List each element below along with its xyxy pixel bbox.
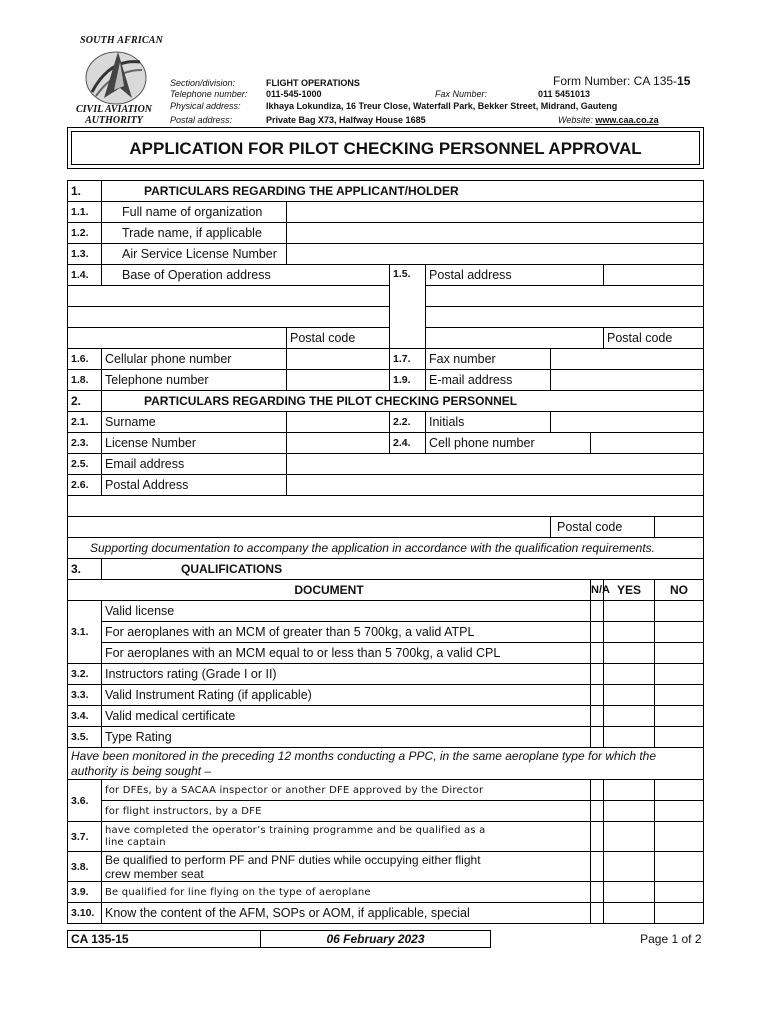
r37-number: 3.7. (68, 822, 102, 852)
r39-yes[interactable] (604, 882, 655, 903)
r14-postal-code-label: Postal code (287, 328, 390, 349)
r38-na[interactable] (591, 852, 604, 882)
postal-address-value: Private Bag X73, Halfway House 1685 (266, 115, 426, 125)
r34-no[interactable] (655, 706, 704, 727)
r25-field[interactable] (287, 454, 704, 475)
r22-number: 2.2. (390, 412, 426, 433)
r19-label: E-mail address (426, 370, 551, 391)
r33-number: 3.3. (68, 685, 102, 706)
s3-number: 3. (68, 559, 102, 580)
r11-label: Full name of organization (102, 202, 287, 223)
r32-no[interactable] (655, 664, 704, 685)
col-document-header: DOCUMENT (68, 580, 591, 601)
section-value: FLIGHT OPERATIONS (266, 78, 360, 88)
r15-label: Postal address (426, 265, 604, 286)
r37-label (102, 822, 591, 852)
r38-line2: crew member seat (105, 866, 204, 881)
r39-label: Be qualified for line flying on the type of aeroplane (102, 882, 591, 903)
r26-postal-code-label: Postal code (551, 517, 655, 538)
r26-address-line[interactable] (68, 496, 704, 517)
website-line (558, 115, 659, 125)
r310-label: Know the content of the AFM, SOPs or AOM, if applicable, special (102, 903, 591, 924)
r12-number: 1.2. (68, 223, 102, 244)
r21-field[interactable] (287, 412, 390, 433)
website-link[interactable]: www.caa.co.za (595, 115, 659, 125)
r23-field[interactable] (287, 433, 390, 454)
monitored-note: Have been monitored in the preceding 12 months conducting a PPC, in the same aeroplane type for which the authority is being sought – (68, 748, 704, 780)
r31a-no[interactable] (655, 601, 704, 622)
postal-address-label: Postal address: (170, 115, 233, 125)
r33-na[interactable] (591, 685, 604, 706)
r37-line2: line captain (105, 836, 166, 848)
r25-label: Email address (102, 454, 287, 475)
s1-number: 1. (68, 181, 102, 202)
r26-postal-filler (68, 517, 551, 538)
fax-value: 011 5451013 (538, 89, 591, 99)
r15-address-line2[interactable] (426, 307, 704, 328)
r11-field[interactable] (287, 202, 704, 223)
fax-label: Fax Number: (435, 89, 488, 99)
r31b-label: For aeroplanes with an MCM of greater than 5 700kg, a valid ATPL (102, 622, 591, 643)
r26-label: Postal Address (102, 475, 287, 496)
col-yes-header: YES (604, 580, 655, 601)
r33-yes[interactable] (604, 685, 655, 706)
r36a-na[interactable] (591, 780, 604, 801)
r34-na[interactable] (591, 706, 604, 727)
r37-yes[interactable] (604, 822, 655, 852)
footer-page-number: Page 1 of 2 (491, 931, 705, 948)
form-number-suffix: 15 (677, 74, 691, 88)
r31-number: 3.1. (68, 601, 102, 664)
r31b-no[interactable] (655, 622, 704, 643)
r17-label: Fax number (426, 349, 551, 370)
r13-label: Air Service License Number (102, 244, 287, 265)
logo-bottom-text (72, 104, 156, 126)
s2-number: 2. (68, 391, 102, 412)
r21-label: Surname (102, 412, 287, 433)
footer-form-number: CA 135-15 (68, 931, 261, 948)
r24-label: Cell phone number (426, 433, 591, 454)
r39-na[interactable] (591, 882, 604, 903)
r32-na[interactable] (591, 664, 604, 685)
r38-no[interactable] (655, 852, 704, 882)
page-title: APPLICATION FOR PILOT CHECKING PERSONNEL APPROVAL (71, 131, 700, 165)
r15-number: 1.5. (390, 265, 426, 349)
section-label: Section/division: (170, 78, 236, 88)
r31a-label: Valid license (102, 601, 591, 622)
r32-number: 3.2. (68, 664, 102, 685)
telephone-value: 011-545-1000 (266, 89, 322, 99)
r36a-yes[interactable] (604, 780, 655, 801)
r23-number: 2.3. (68, 433, 102, 454)
r36b-na[interactable] (591, 801, 604, 822)
r16-field[interactable] (287, 349, 390, 370)
r18-number: 1.8. (68, 370, 102, 391)
r26-field[interactable] (287, 475, 704, 496)
r31b-na[interactable] (591, 622, 604, 643)
r15-postal-filler (426, 328, 604, 349)
r36-number: 3.6. (68, 780, 102, 822)
r36a-label: for DFEs, by a SACAA inspector or another DFE approved by the Director (102, 780, 591, 801)
s3-heading: QUALIFICATIONS (102, 559, 704, 580)
application-form-table (67, 180, 704, 924)
r24-field[interactable] (591, 433, 704, 454)
title-box (67, 127, 704, 169)
r16-label: Cellular phone number (102, 349, 287, 370)
supporting-docs-note: Supporting documentation to accompany the application in accordance with the qualification requirements. (68, 538, 704, 559)
footer-date: 06 February 2023 (261, 931, 491, 948)
r36a-no[interactable] (655, 780, 704, 801)
r13-field[interactable] (287, 244, 704, 265)
r39-no[interactable] (655, 882, 704, 903)
r15-address-line1[interactable] (426, 286, 704, 307)
r32-yes[interactable] (604, 664, 655, 685)
col-no-header: NO (655, 580, 704, 601)
r310-number: 3.10. (68, 903, 102, 924)
r19-number: 1.9. (390, 370, 426, 391)
r21-number: 2.1. (68, 412, 102, 433)
r19-field[interactable] (551, 370, 704, 391)
physical-address-label: Physical address: (170, 101, 241, 111)
r34-number: 3.4. (68, 706, 102, 727)
r23-label: License Number (102, 433, 287, 454)
r22-label: Initials (426, 412, 551, 433)
logo-bottom-line1: CIVIL AVIATION (75, 104, 153, 115)
r36b-label: for flight instructors, by a DFE (102, 801, 591, 822)
r13-number: 1.3. (68, 244, 102, 265)
r16-number: 1.6. (68, 349, 102, 370)
r31a-na[interactable] (591, 601, 604, 622)
r31c-yes[interactable] (604, 643, 655, 664)
r14-postal-filler (68, 328, 287, 349)
footer (67, 930, 705, 948)
r31a-yes[interactable] (604, 601, 655, 622)
r31b-yes[interactable] (604, 622, 655, 643)
r18-field[interactable] (287, 370, 390, 391)
s1-heading: PARTICULARS REGARDING THE APPLICANT/HOLDER (102, 181, 704, 202)
r32-label: Instructors rating (Grade I or II) (102, 664, 591, 685)
r26-postal-code-field[interactable] (655, 517, 704, 538)
r26-number: 2.6. (68, 475, 102, 496)
r15-field[interactable] (604, 265, 704, 286)
r310-na[interactable] (591, 903, 604, 924)
r33-label: Valid Instrument Rating (if applicable) (102, 685, 591, 706)
r11-number: 1.1. (68, 202, 102, 223)
r35-na[interactable] (591, 727, 604, 748)
r34-yes[interactable] (604, 706, 655, 727)
r14-address-line1[interactable] (68, 286, 390, 307)
r24-number: 2.4. (390, 433, 426, 454)
logo-bottom-line2: AUTHORITY (85, 115, 143, 126)
telephone-label: Telephone number: (170, 89, 248, 99)
r31c-na[interactable] (591, 643, 604, 664)
r31c-no[interactable] (655, 643, 704, 664)
r31c-label: For aeroplanes with an MCM equal to or less than 5 700kg, a valid CPL (102, 643, 591, 664)
website-label: Website: (558, 115, 593, 125)
form-number (553, 74, 690, 88)
r36b-yes[interactable] (604, 801, 655, 822)
r38-label (102, 852, 591, 882)
r18-label: Telephone number (102, 370, 287, 391)
logo-top-text: SOUTH AFRICAN (80, 35, 164, 46)
r35-no[interactable] (655, 727, 704, 748)
r25-number: 2.5. (68, 454, 102, 475)
r35-yes[interactable] (604, 727, 655, 748)
r310-yes[interactable] (604, 903, 655, 924)
r37-line1: have completed the operator’s training programme and be qualified as a (105, 824, 486, 836)
r17-number: 1.7. (390, 349, 426, 370)
r310-no[interactable] (655, 903, 704, 924)
r39-number: 3.9. (68, 882, 102, 903)
r14-label: Base of Operation address (102, 265, 390, 286)
r37-na[interactable] (591, 822, 604, 852)
r12-field[interactable] (287, 223, 704, 244)
col-na-header: N/A (591, 580, 604, 601)
r33-no[interactable] (655, 685, 704, 706)
physical-address-value: Ikhaya Lokundiza, 16 Treur Close, Waterfall Park, Bekker Street, Midrand, Gauteng (266, 101, 618, 111)
r38-number: 3.8. (68, 852, 102, 882)
r35-number: 3.5. (68, 727, 102, 748)
s2-heading: PARTICULARS REGARDING THE PILOT CHECKING PERSONNEL (102, 391, 704, 412)
r34-label: Valid medical certificate (102, 706, 591, 727)
r17-field[interactable] (551, 349, 704, 370)
r36b-no[interactable] (655, 801, 704, 822)
caa-logo-emblem (80, 48, 150, 106)
r15-postal-code-label: Postal code (604, 328, 704, 349)
r35-label: Type Rating (102, 727, 591, 748)
r14-address-line2[interactable] (68, 307, 390, 328)
r38-line1: Be qualified to perform PF and PNF duties while occupying either flight (105, 852, 481, 867)
r12-label: Trade name, if applicable (102, 223, 287, 244)
r14-number: 1.4. (68, 265, 102, 286)
form-number-prefix: Form Number: CA 135- (553, 74, 678, 88)
r37-no[interactable] (655, 822, 704, 852)
r38-yes[interactable] (604, 852, 655, 882)
r22-field[interactable] (551, 412, 704, 433)
